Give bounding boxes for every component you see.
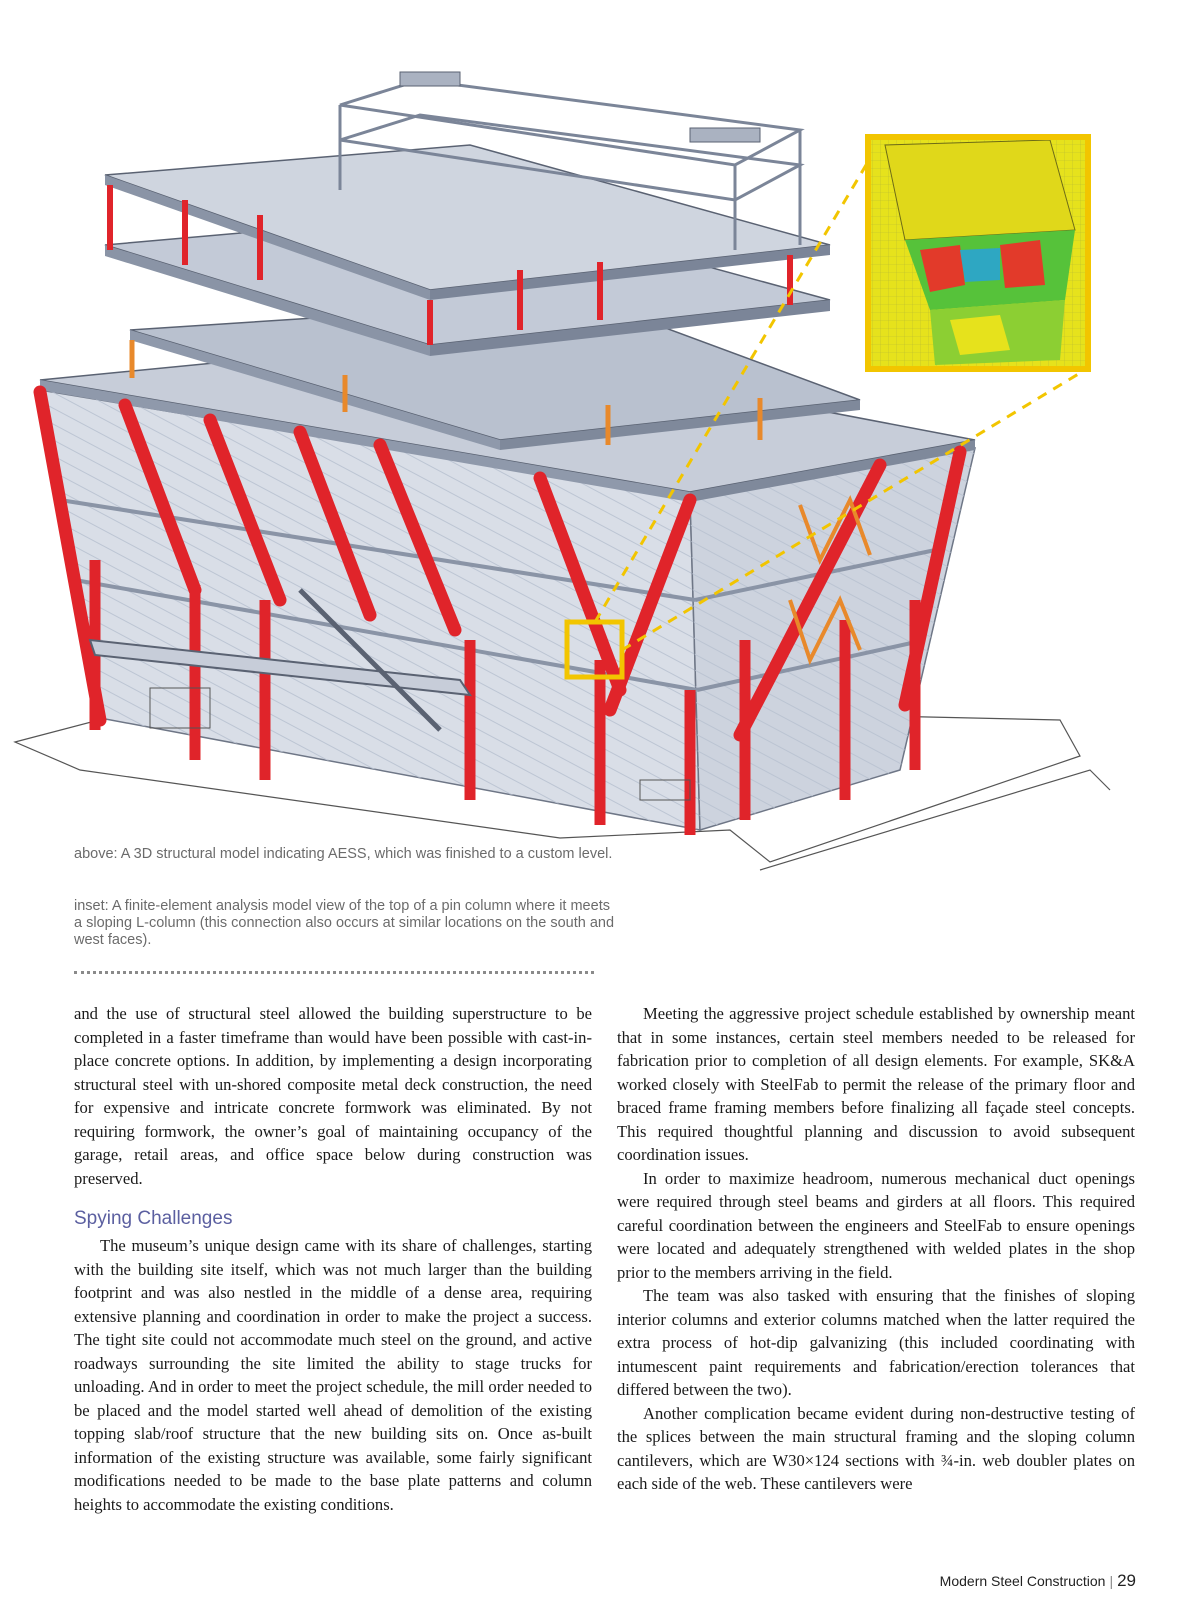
right-paragraph-2: In order to maximize headroom, numerous mechanical duct openings were required through steel beams and girders at all floors. This required careful coordination between the engineers and SteelFab to ensure openings were located and adequately strengthened with welded plates in the shop prior to the members arriving in the field.: [617, 1168, 1135, 1282]
right-column: [617, 1002, 1135, 1496]
caption-inset: inset: A finite-element analysis model view of the top of a pin column where it meets a sloping L-column (this connection also occurs at similar locations on the south and west faces).: [74, 898, 615, 948]
right-paragraph-3: The team was also tasked with ensuring that the finishes of sloping interior columns and exterior columns matched when the latter required the extra process of hot-dip galvanizing (this included coordinating with intumescent paint requirements and fabrication/erection tolerances that differed between the two).: [617, 1286, 1135, 1399]
right-paragraph-1: Meeting the aggressive project schedule established by ownership meant that in some instances, certain steel members needed to be released for fabrication prior to completion of all design elements. For example, SK&A worked closely with SteelFab to permit the release of the primary floor and braced frame framing members before finalizing all façade steel concepts. This required thoughtful planning and discussion to avoid subsequent coordination issues.: [617, 1004, 1135, 1164]
caption-above: above: A 3D structural model indicating AESS, which was finished to a custom level.: [74, 846, 613, 862]
left-paragraph-2: The museum’s unique design came with its share of challenges, starting with the building site itself, which was not much larger than the building footprint and was also nestled in the middle of a dense area, requiring extensive planning and coordination in order to make the project a success. The tight site could not accommodate much steel on the ground, and active roadways surrounding the site limited the ability to stage trucks for unloading. And in order to meet the project schedule, the mill order needed to be placed and the model started well ahead of demolition of the existing topping slab/roof structure that the new building sits on. Once as-built information of the existing structure was available, some fairly significant modifications needed to be made to the base plate patterns and column heights to accommodate the existing conditions.: [74, 1236, 592, 1514]
dotted-divider: [74, 971, 594, 974]
right-paragraph-4: Another complication became evident during non-destructive testing of the splices between the main structural framing and the sloping column cantilevers, which are W30×124 sections with ¾-in. web doubler plates on each side of the web. These cantilevers were: [617, 1403, 1135, 1493]
page-number: 29: [1117, 1571, 1136, 1590]
publication-name: Modern Steel Construction: [939, 1573, 1106, 1589]
page-footer: [940, 1571, 1136, 1591]
footer-divider: |: [1109, 1573, 1114, 1589]
subhead-spying-challenges: Spying Challenges: [74, 1208, 233, 1229]
left-column: [74, 1002, 592, 1516]
left-paragraph-1: and the use of structural steel allowed the building superstructure to be completed in a faster timeframe than would have been possible with cast-in-place concrete options. In addition, by implementing a design incorporating structural steel with un-shored composite metal deck construction, the need for expensive and intricate concrete formwork was eliminated. By not requiring formwork, the owner’s goal of maintaining occupancy of the garage, retail areas, and office space below during construction was preserved.: [74, 1004, 592, 1188]
fea-inset: [868, 137, 1088, 369]
